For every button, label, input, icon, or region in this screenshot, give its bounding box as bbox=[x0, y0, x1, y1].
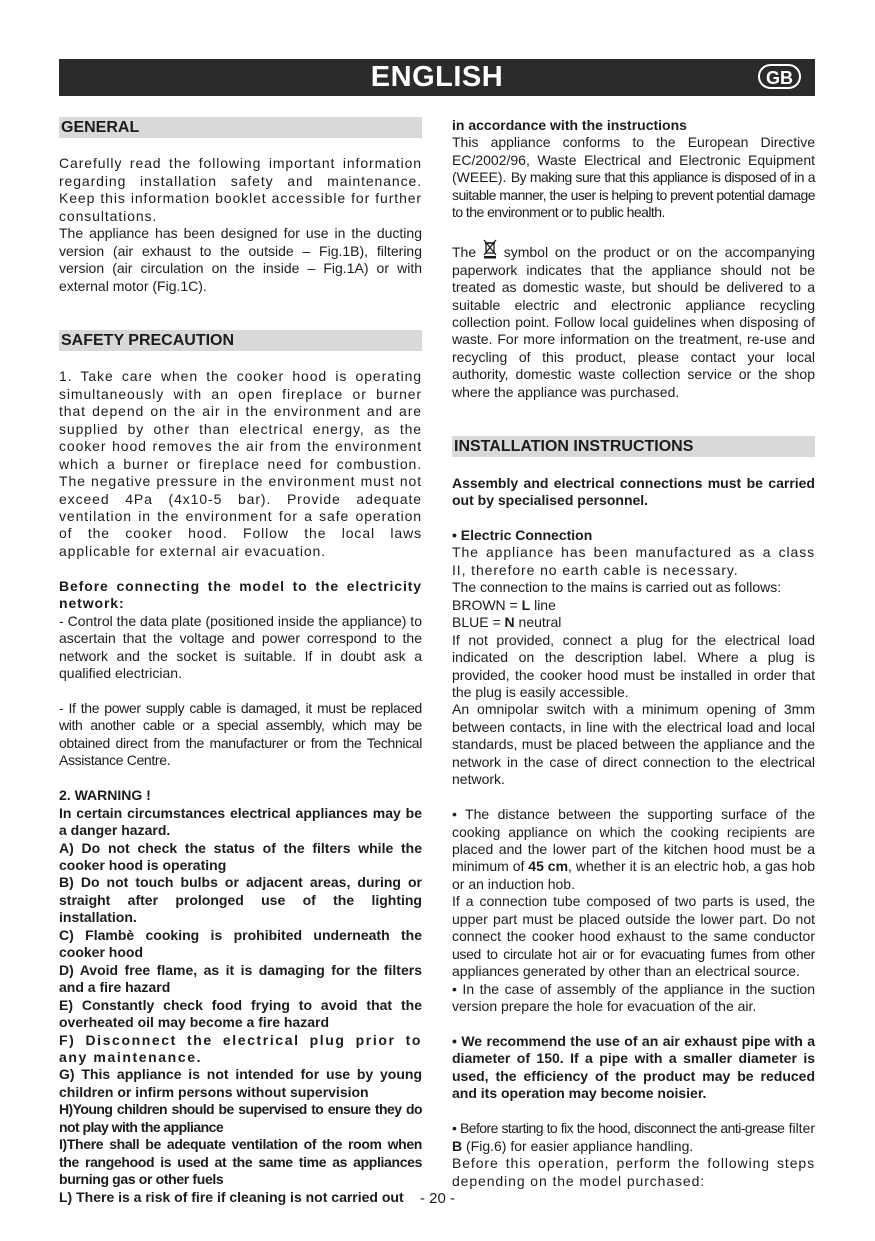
crossed-bin-icon bbox=[483, 239, 497, 259]
general-heading: GENERAL bbox=[59, 117, 422, 138]
installation-heading: INSTALLATION INSTRUCTIONS bbox=[452, 436, 815, 457]
weee-paragraph-1: This appliance conforms to the European Directive EC/2002/96, Waste Electrical and Electronic Equipment (WEEE). By making sure that this appliance is disposed of in a suitable manner, the user is helping to prevent potential damage to the environment or to public health. bbox=[452, 134, 815, 221]
wire-brown: BROWN = L line bbox=[452, 596, 556, 613]
general-paragraph-2: The appliance has been designed for use in the ducting version (air exhaust to the outside – Fig.1B), filtering version (air circulation on the inside – Fig.1A) or with external motor (Fig.1C). bbox=[59, 225, 422, 294]
installation-intro: Assembly and electrical connections must be carried out by specialised personnel. bbox=[452, 474, 815, 508]
warning-title: 2. WARNING ! bbox=[59, 787, 151, 804]
before-connecting-item-2: - If the power supply cable is damaged, it must be replaced with another cable or a special assembly, which may be obtained direct from the manufacturer or from the Technical Assistance Centre. bbox=[59, 699, 422, 769]
left-column bbox=[59, 117, 422, 1206]
page-number: - 20 - bbox=[419, 1190, 455, 1207]
tube-paragraph: If a connection tube composed of two parts is used, the upper part must be placed outside the lower part. Do not connect the cooker hood exhaust to the same conductor used to circulate hot air or for evacuating fumes from other appliances generated by other than an electrical source. bbox=[452, 893, 815, 980]
weee-paragraph-2: The symbol on the product or on the accompanying paperwork indicates that the appliance should not be treated as domestic waste, but should be delivered to a suitable electric and electronic appliance recycling collection point. Follow local guidelines when disposing of waste. For more information on the treatment, re-use and recycling of this product, please contact your local authority, domestic waste collection service or the shop where the appliance was purchased. bbox=[452, 239, 815, 401]
safety-paragraph-1: 1. Take care when the cooker hood is operating simultaneously with an open fireplace or burner that depend on the air in the environment and are supplied by other than electrical energy, as the cooker hood removes the air from the environment which a burner or fireplace need for combustion. The negative pressure in the environment must not exceed 4Pa (4x10-5 bar). Provide adequate ventilation in the environment for a safe operation of the cooker hood. Follow the local laws applicable for external air evacuation. bbox=[59, 368, 422, 559]
warning-item: H)Young children should be supervised to ensure they do not play with the appliance bbox=[59, 1101, 422, 1135]
warning-item: G) This appliance is not intended for use by young children or infirm persons without supervision bbox=[59, 1066, 422, 1100]
safety-heading: SAFETY PRECAUTION bbox=[59, 330, 422, 351]
before-connecting-item-1: - Control the data plate (positioned inside the appliance) to ascertain that the voltage and power correspond to the network and the socket is suitable. If in doubt ask a qualified electrician. bbox=[59, 612, 422, 682]
warning-item: L) There is a risk of fire if cleaning is not carried out bbox=[59, 1188, 404, 1205]
recommend-paragraph: • We recommend the use of an air exhaust pipe with a diameter of 150. If a pipe with a smaller diameter is used, the efficiency of the product may be reduced and its operation may become noisier. bbox=[452, 1033, 815, 1102]
before-operation-paragraph: Before this operation, perform the following steps depending on the model purchased: bbox=[452, 1155, 815, 1189]
electric-paragraph-3: If not provided, connect a plug for the electrical load indicated on the description label. Where a plug is provided, the cooker hood must be installed in order that the plug is easily accessible. bbox=[452, 631, 815, 700]
country-badge: GB bbox=[758, 64, 801, 89]
warning-item: C) Flambè cooking is prohibited underneath the cooker hood bbox=[59, 926, 422, 961]
electric-paragraph-2: The connection to the mains is carried out as follows: bbox=[452, 579, 782, 596]
warning-item: I)There shall be adequate ventilation of the room when the rangehood is used at the same time as appliances burning gas or other fuels bbox=[59, 1136, 422, 1188]
warning-item: D) Avoid free flame, as it is damaging for the filters and a fire hazard bbox=[59, 961, 422, 996]
electric-connection-title: • Electric Connection bbox=[452, 526, 593, 543]
electric-paragraph-1: The appliance has been manufactured as a class II, therefore no earth cable is necessary. bbox=[452, 544, 815, 578]
warning-item: F) Disconnect the electrical plug prior to any maintenance. bbox=[59, 1031, 422, 1065]
general-paragraph-1: Carefully read the following important information regarding installation safety and maintenance. Keep this information booklet accessible for further consultations. bbox=[59, 155, 422, 224]
language-banner bbox=[59, 59, 815, 96]
wire-blue: BLUE = N neutral bbox=[452, 614, 562, 631]
warning-item: B) Do not touch bulbs or adjacent areas, during or straight after prolonged use of the lighting installation. bbox=[59, 874, 422, 926]
weee-continued-title: in accordance with the instructions bbox=[452, 117, 687, 133]
suction-paragraph: • In the case of assembly of the appliance in the suction version prepare the hole for evacuation of the air. bbox=[452, 980, 815, 1015]
right-column bbox=[452, 117, 815, 1190]
warning-item: E) Constantly check food frying to avoid that the overheated oil may become a fire hazard bbox=[59, 996, 422, 1031]
warning-item: In certain circumstances electrical appliances may be a danger hazard. bbox=[59, 804, 422, 839]
distance-paragraph: • The distance between the supporting surface of the cooking appliance on which the cooking recipients are placed and the lower part of the kitchen hood must be a minimum of 45 cm, whether it is an electric hob, a gas hob or an induction hob. bbox=[452, 806, 815, 892]
page-title: ENGLISH bbox=[370, 61, 504, 93]
before-connecting-title: Before connecting the model to the electricity network: bbox=[59, 577, 422, 612]
electric-paragraph-4: An omnipolar switch with a minimum opening of 3mm between contacts, in line with the electrical load and local standards, must be placed between the appliance and the network in the case of direct connection to the electrical network. bbox=[452, 701, 815, 788]
warning-item: A) Do not check the status of the filters while the cooker hood is operating bbox=[59, 839, 422, 874]
filter-paragraph: • Before starting to fix the hood, disconnect the anti-grease filter B (Fig.6) for easier appliance handling. bbox=[452, 1120, 816, 1154]
